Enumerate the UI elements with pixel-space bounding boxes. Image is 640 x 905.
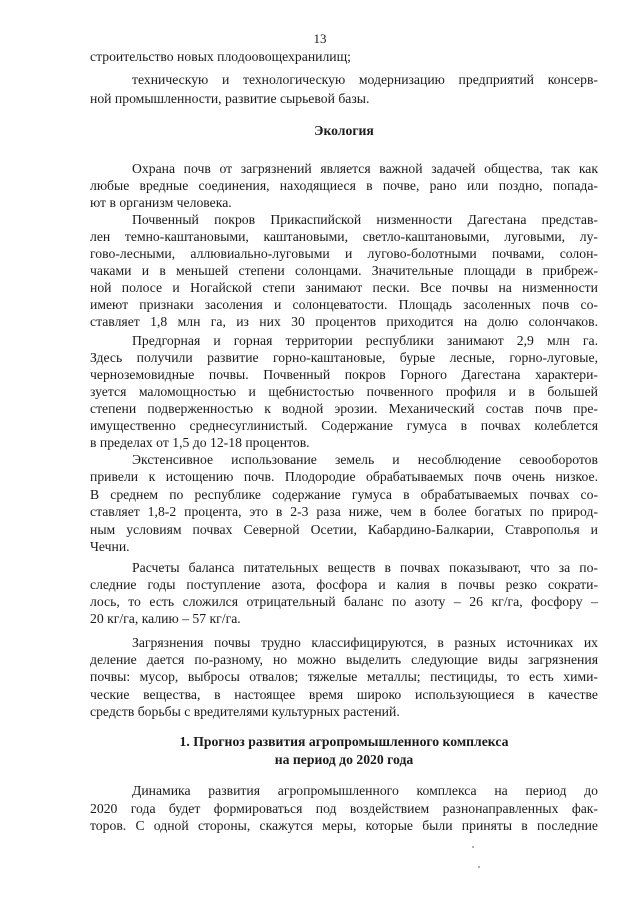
text-line: чаками и в меньшей степени солонцами. Значительные площади в прибреж-: [90, 263, 598, 278]
text-line: степени подверженностью к водной эрозии. Механический состав почв пре-: [90, 401, 598, 416]
section-heading: Экология: [314, 123, 374, 138]
text-line: ставляет 1,8-2 процента, это в 2-3 раза ниже, чем в более богатых по природ-: [90, 504, 598, 519]
text-line: следние годы поступление азота, фосфора и калия в почвы резко сократи-: [90, 577, 598, 592]
text-line: почвы: мусор, выбросы отвалов; тяжелые металлы; пестициды, то есть хими-: [90, 669, 598, 684]
text-line: имущественно среднесуглинистый. Содержание гумуса в почвах колеблется: [90, 418, 598, 433]
text-line: В среднем по республике содержание гумуса в обрабатываемых почвах со-: [90, 487, 598, 502]
text-line: ют в организм человека.: [90, 195, 232, 210]
text-line: любые вредные соединения, находящиеся в почве, рано или поздно, попада-: [90, 178, 598, 193]
scan-speck: [478, 866, 480, 868]
text-line: техническую и технологическую модернизацию предприятий консерв-: [132, 72, 598, 87]
text-line: ческие вещества, в настоящее время широко использующиеся в качестве: [90, 687, 598, 702]
text-line: деление дается по-разному, но можно выделить следующие виды загрязнения: [90, 652, 598, 667]
text-line: ной промышленности, развитие сырьевой базы.: [90, 91, 370, 106]
chapter-heading: на период до 2020 года: [274, 752, 414, 767]
text-line: зуется маломощностью и щебнистостью почвенного профиля и в большей: [90, 384, 598, 399]
text-line: Здесь получили развитие горно-каштановые, бурые лесные, горно-луговые,: [90, 350, 598, 365]
text-line: черноземовидные почвы. Почвенный покров Горного Дагестана характери-: [90, 367, 598, 382]
text-line: торов. С одной стороны, скажутся меры, которые были приняты в последние: [90, 818, 598, 833]
text-line: строительство новых плодоовощехранилищ;: [90, 49, 351, 64]
scan-speck: [472, 846, 474, 848]
text-line: гово-лесными, аллювиально-луговыми и лугово-болотными почвами, солон-: [90, 246, 598, 261]
text-line: лось, то есть сложился отрицательный баланс по азоту – 26 кг/га, фосфору –: [90, 594, 598, 609]
text-line: в пределах от 1,5 до 12-18 процентов.: [90, 435, 310, 450]
text-line: Экстенсивное использование земель и несоблюдение севооборотов: [132, 452, 598, 467]
text-line: Чечни.: [90, 539, 130, 554]
text-line: ставляет 1,8 млн га, из них 30 процентов приходится на долю солончаков.: [90, 314, 598, 329]
text-line: ной полосе и Ногайской степи занимают пески. Все почвы на низменности: [90, 280, 598, 295]
text-line: ным условиям почвах Северной Осетии, Кабардино-Балкарии, Ставрополья и: [90, 522, 598, 537]
text-line: 20 кг/га, калию – 57 кг/га.: [90, 611, 241, 626]
text-line: Предгорная и горная территории республики занимают 2,9 млн га.: [132, 333, 598, 348]
text-line: средств борьбы с вредителями культурных растений.: [90, 704, 400, 719]
text-line: лен темно-каштановыми, каштановыми, светло-каштановыми, луговыми, лу-: [90, 229, 598, 244]
page-number: 13: [313, 31, 327, 46]
text-line: 2020 года будет формироваться под воздействием разнонаправленных фак-: [90, 801, 598, 816]
chapter-heading: 1. Прогноз развития агропромышленного комплекса: [179, 734, 509, 749]
text-line: Загрязнения почвы трудно классифицируются, в разных источниках их: [132, 635, 598, 650]
text-line: Почвенный покров Прикаспийской низменности Дагестана представ-: [132, 212, 598, 227]
text-line: Расчеты баланса питательных веществ в почвах показывают, что за по-: [132, 560, 598, 575]
text-line: Динамика развития агропромышленного комплекса на период до: [132, 783, 598, 798]
text-line: Охрана почв от загрязнений является важной задачей общества, так как: [132, 161, 598, 176]
text-line: привели к истощению почв. Плодородие обрабатываемых почв очень низкое.: [90, 469, 598, 484]
text-line: имеют признаки засоления и солонцеватости. Площадь засоленных почв со-: [90, 297, 598, 312]
